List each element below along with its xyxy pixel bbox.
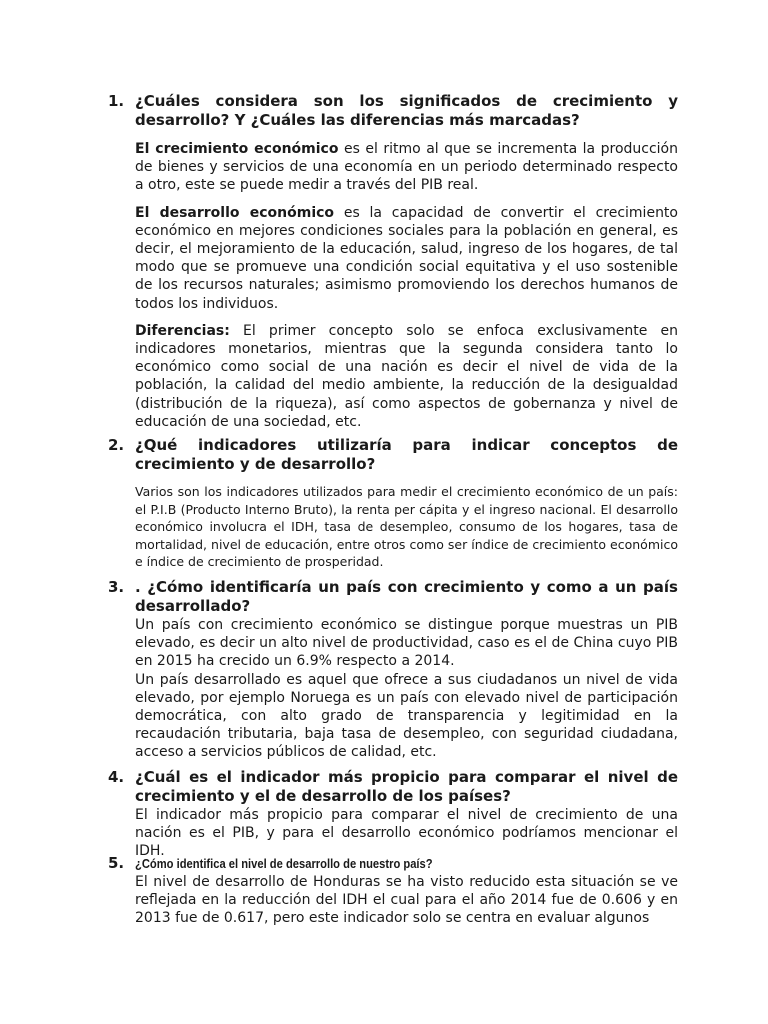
answer-paragraph: El nivel de desarrollo de Honduras se ha visto reducido esta situación se ve reflejada en la reducción del IDH el cual para el año 2014 fue de 0.606 y en 2013 fue de 0.617, pero este indicador solo se centra en evaluar algunos	[135, 874, 678, 927]
question-number: 1.	[108, 92, 125, 110]
question-text: . ¿Cómo identificaría un país con crecimiento y como a un país desarrollado?	[135, 578, 678, 615]
paragraph-lead: Diferencias:	[135, 322, 230, 339]
question-text: ¿Cómo identifica el nivel de desarrollo de nuestro país?	[135, 856, 433, 871]
question-1	[108, 92, 678, 431]
question-2	[108, 436, 678, 571]
question-text: ¿Cuál es el indicador más propicio para comparar el nivel de crecimiento y el de desarrollo de los países?	[135, 768, 678, 805]
answer-paragraph: El indicador más propicio para comparar el nivel de crecimiento de una nación es el PIB, y para el desarrollo económico podríamos mencionar el IDH.	[135, 807, 678, 860]
answer-paragraph: Un país desarrollado es aquel que ofrece a sus ciudadanos un nivel de vida elevado, por ejemplo Noruega es un país con elevado nivel de participación democrática, con alto grado de transparencia y legitimidad en la recaudación tributaria, baja tasa de desempleo, con seguridad ciudadana, acceso a servicios públicos de calidad, etc.	[135, 671, 678, 761]
answer-4	[135, 806, 678, 861]
answer-paragraph	[135, 140, 678, 195]
question-5	[108, 854, 678, 928]
question-2-heading	[108, 436, 678, 474]
question-number: 5.	[108, 854, 125, 872]
question-3-heading	[108, 578, 678, 616]
question-3	[108, 578, 678, 762]
paragraph-text: es la capacidad de convertir el crecimiento económico en mejores condiciones sociales para la población en general, es decir, el mejoramiento de la educación, salud, ingreso de los hogares, de tal modo que se promueve una condición social equitativa y el uso sostenible de los recursos naturales; asimismo promoviendo los derechos humanos de todos los individuos.	[135, 204, 678, 312]
answer-3	[135, 616, 678, 762]
question-4-heading	[108, 768, 678, 806]
answer-2	[135, 483, 678, 571]
question-5-heading	[108, 854, 678, 873]
answer-5	[135, 873, 678, 928]
question-number: 3.	[108, 578, 125, 596]
paragraph-lead: El desarrollo económico	[135, 204, 335, 221]
question-number: 4.	[108, 768, 125, 786]
answer-paragraph	[135, 322, 678, 431]
question-4	[108, 768, 678, 861]
question-number: 2.	[108, 436, 125, 454]
question-text: ¿Cuáles considera son los significados de crecimiento y desarrollo? Y ¿Cuáles las diferencias más marcadas?	[135, 92, 678, 129]
paragraph-lead: El crecimiento económico	[135, 141, 339, 157]
answer-paragraph: Varios son los indicadores utilizados para medir el crecimiento económico de un país: el P.I.B (Producto Interno Bruto), la renta per cápita y el ingreso nacional. El desarrollo económico involucra el IDH, tasa de desempleo, consumo de los hogares, tasa de mortalidad, nivel de educación, entre otros como ser índice de crecimiento económico e índice de crecimiento de prosperidad.	[135, 484, 678, 570]
question-1-heading	[108, 92, 678, 130]
answer-paragraph	[135, 204, 678, 313]
paragraph-text: es el ritmo al que se incrementa la producción de bienes y servicios de una economía en un periodo determinado respecto a otro, este se puede medir a través del PIB real.	[135, 141, 678, 194]
question-text: ¿Qué indicadores utilizaría para indicar conceptos de crecimiento y de desarrollo?	[135, 436, 678, 473]
answer-paragraph: Un país con crecimiento económico se distingue porque muestras un PIB elevado, es decir un alto nivel de productividad, caso es el de China cuyo PIB en 2015 ha crecido un 6.9% respecto a 2014.	[135, 617, 678, 670]
answer-1	[135, 140, 678, 431]
paragraph-text: El primer concepto solo se enfoca exclusivamente en indicadores monetarios, mientras que la segunda considera tanto lo económico como social de una nación es decir el nivel de vida de la población, la calidad del medio ambiente, la reducción de la desigualdad (distribución de la riqueza), así como aspectos de gobernanza y nivel de educación de una sociedad, etc.	[135, 322, 678, 430]
